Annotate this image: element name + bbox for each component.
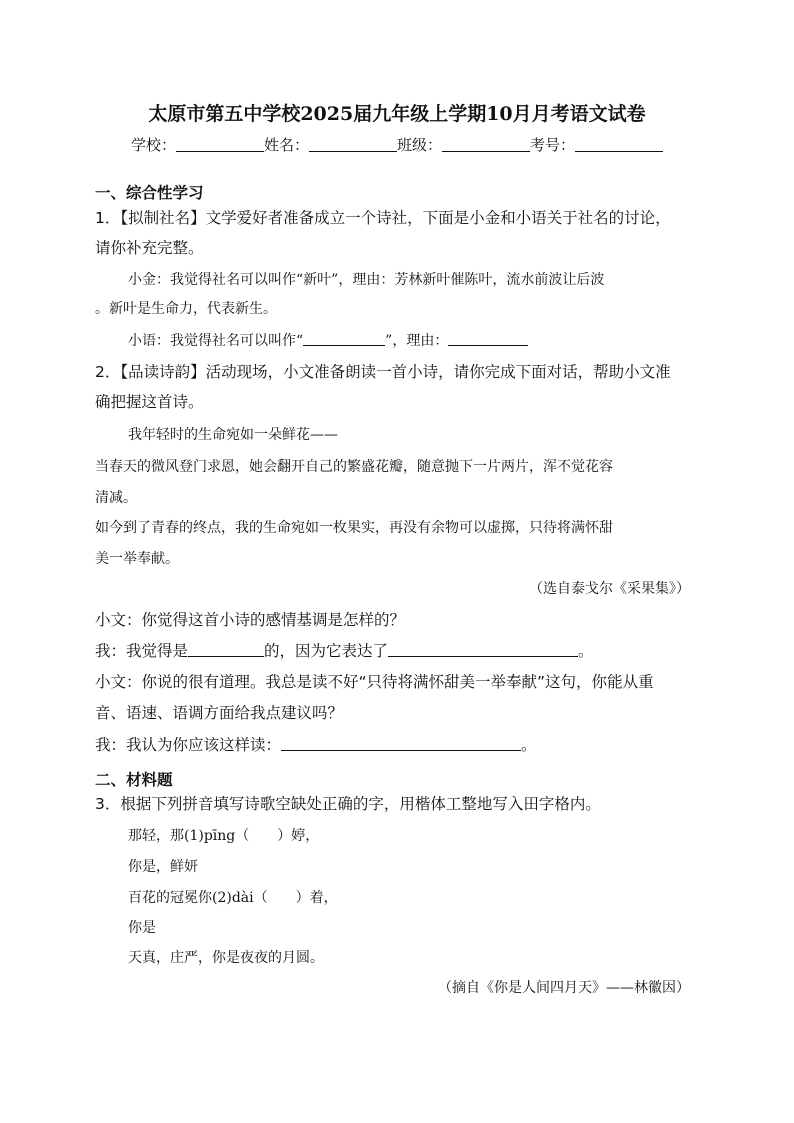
q1-yu-prefix: 小语：我觉得社名可以叫作“ [128, 333, 304, 349]
q2-answer2-a: 我：我认为你应该这样读： [95, 736, 282, 754]
q1-reason-blank[interactable] [448, 332, 528, 346]
q2-tone-blank[interactable] [188, 643, 264, 657]
q2-answer1-b: 的，因为它表达了 [264, 642, 389, 660]
q2-answer1-a: 我：我觉得是 [95, 642, 189, 660]
q2-reading-blank[interactable] [281, 737, 521, 751]
number-blank[interactable] [575, 137, 663, 152]
q2-poem-line4: 如今到了青春的终点，我的生命宛如一枚果实，再没有余物可以虚掷，只待将满怀甜 [95, 520, 613, 536]
q2-source: （选自泰戈尔《采果集》） [529, 581, 690, 597]
class-label: 班级： [397, 136, 443, 154]
q3-poem-line2: 你是，鲜妍 [128, 859, 198, 875]
q2-poem-line1: 我年轻时的生命宛如一朵鲜花—— [128, 427, 338, 443]
q3-poem-line5: 天真，庄严，你是夜夜的月圆。 [128, 950, 324, 966]
q1-line2: 请你补充完整。 [95, 239, 204, 257]
q3-poem-line4: 你是 [128, 920, 156, 936]
q2-answer2-b: 。 [521, 736, 537, 754]
q2-dialog2-line1: 小文：你说的很有道理。我总是读不好“只待将满怀甜美一举奉献”这句，你能从重 [95, 673, 654, 691]
q2-answer1 [95, 639, 594, 661]
school-blank[interactable] [176, 137, 264, 152]
q3-poem-line1: 那轻，那(1)pīng（ ）婷， [128, 828, 320, 844]
q3-source: （摘自《你是人间四月天》——林徽因） [438, 980, 690, 996]
school-label: 学校： [130, 136, 176, 154]
name-blank[interactable] [309, 137, 397, 152]
q1-line1: 1．【拟制社名】文学爱好者准备成立一个诗社，下面是小金和小语关于社名的讨论， [95, 209, 671, 227]
page-title: 太原市第五中学校2025届九年级上学期10月月考语文试卷 [148, 103, 646, 125]
q1-jin-line2: 。新叶是生命力，代表新生。 [95, 301, 277, 317]
q2-dialog1: 小文：你觉得这首小诗的感情基调是怎样的？ [95, 611, 406, 629]
q1-yu-middle: ”，理由： [385, 333, 449, 349]
section-heading-2: 二、材料题 [95, 771, 173, 789]
q1-yu-line [128, 330, 528, 350]
q2-answer1-c: 。 [578, 642, 594, 660]
q3-line1: 3．根据下列拼音填写诗歌空缺处正确的字，用楷体工整地写入田字格内。 [95, 795, 601, 813]
q3-poem-line3: 百花的冠冕你(2)dài（ ）着， [128, 890, 338, 906]
q2-answer2 [95, 733, 537, 755]
q2-poem-line3: 清减。 [95, 490, 137, 506]
q2-line1: 2．【品读诗韵】活动现场，小文准备朗读一首小诗，请你完成下面对话，帮助小文准 [95, 363, 671, 381]
q2-poem-line2: 当春天的微风登门求恩，她会翻开自己的繁盛花瓣，随意抛下一片两片，浑不觉花容 [95, 459, 613, 475]
q2-poem-line5: 美一举奉献。 [95, 551, 179, 567]
q2-line2: 确把握这首诗。 [95, 393, 204, 411]
section-heading-1: 一、综合性学习 [95, 184, 204, 202]
number-label: 考号： [530, 136, 576, 154]
name-label: 姓名： [263, 136, 309, 154]
q2-express-blank[interactable] [388, 643, 578, 657]
q1-jin-line1: 小金：我觉得社名可以叫作“新叶”，理由：芳林新叶催陈叶，流水前波让后波 [128, 272, 605, 288]
q1-name-blank[interactable] [303, 332, 385, 346]
q2-dialog2-line2: 音、语速、语调方面给我点建议吗？ [95, 704, 344, 722]
student-info-line [0, 134, 794, 155]
class-blank[interactable] [442, 137, 530, 152]
